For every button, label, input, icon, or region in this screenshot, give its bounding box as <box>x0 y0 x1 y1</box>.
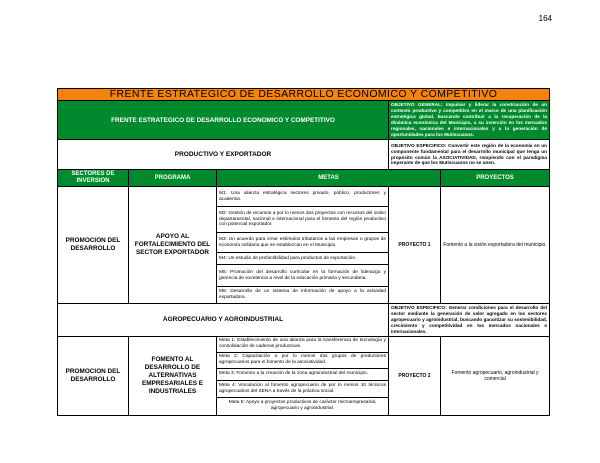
programa-2: FOMENTO AL DESARROLLO DE ALTERNATIVAS EMPRESARIALES E INDUSTRIALES <box>129 336 217 415</box>
meta-item: Meta 1: Establecimiento de una alianza para la transferencia de tecnología y consolidación de cadenas productivas. <box>217 336 389 352</box>
objetivo-especifico-1: OBJETIVO ESPECIFICO: Convertir este región de la economía en un componente fundamental para el desarrollo municipal que tenga un propósito común la ASOCIATIVIDAD, rompiendo con el paradigma imperante de que los Mutiscuanos no se unen. <box>389 140 550 170</box>
meta-item: Meta 5: Apoyo a proyectos productivos de carácter microempresarial, agropecuario y agroindustrial. <box>217 397 389 415</box>
meta-item: Meta 3: Fomento a la creación de la zona agroindustrial del municipio. <box>217 368 389 380</box>
sector-name-1: PROMOCION DEL DESARROLLO <box>58 187 129 304</box>
meta-item: Meta 4: Vinculación al fomento agropecuario de por lo menos 10 técnicos agropecuarios del SENA a través de la práctica social. <box>217 380 389 397</box>
meta-item: Meta 2: Capacitación a por lo menos dos grupos de productores agropecuarios para el fomento de la asociatividad. <box>217 352 389 368</box>
sector-name-2: PROMOCION DEL DESARROLLO <box>58 336 129 415</box>
header-proyectos: PROYECTOS <box>441 170 550 187</box>
meta-item: M6: Desarrollo de un sistema de información de apoyo a la actividad exportadora. <box>217 287 389 304</box>
proyecto-2-desc: Fomento agropecuario, agroindustrial y comercial <box>441 336 550 415</box>
meta-item: M1: Una alianza estratégica sectores privado, público, productores y academia. <box>217 187 389 207</box>
meta-item: M3: Un acuerdo para crear estímulos tributarios a las empresas o grupos de economía solidaria que se establezcan en el Municipio. <box>217 233 389 253</box>
header-metas: METAS <box>217 170 441 187</box>
header-sectores: SECTORES DE INVERSION <box>58 170 129 187</box>
proyecto-2: PROYECTO 2 <box>389 336 441 415</box>
sector-title-productivo: PRODUCTIVO Y EXPORTADOR <box>58 140 389 170</box>
header-programa: PROGRAMA <box>129 170 217 187</box>
meta-item: M5: Promoción del desarrollo curricular en la formación de liderazgo y gerencia de excelencia a nivel de la educación primaria y secundaria. <box>217 265 389 287</box>
page-number: 164 <box>538 14 552 23</box>
meta-item: M4: Un estudio de prefactibilidad para productos de exportación. <box>217 253 389 265</box>
sector-title-agropecuario: AGROPECUARIO Y AGROINDUSTRIAL <box>58 304 389 337</box>
frente-label: FRENTE ESTRATEGICO DE DESARROLLO ECONOMICO Y COMPETITIVO <box>58 101 389 140</box>
programa-1: APOYO AL FORTALECIMIENTO DEL SECTOR EXPORTADOR <box>129 187 217 304</box>
table-title: FRENTE ESTRATEGICO DE DESARROLLO ECONOMICO Y COMPETITIVO <box>58 89 550 101</box>
strategic-front-table <box>57 88 550 416</box>
proyecto-1-desc: Fomento a la visión exportadora del municipio. <box>441 187 550 304</box>
proyecto-1: PROYECTO 1 <box>389 187 441 304</box>
objetivo-general: OBJETIVO GENERAL: Impulsar y liderar la construcción de un contexto productivo y competitivo en el marco de una planificación estratégica global, buscando contribuir a la recuperación de la dinámica económica del Municipio, a su inserción en los mercados regionales, nacionales e internacionales y a la generación de oportunidades para los Mutiscuanos. <box>389 101 550 140</box>
meta-item: M2: Gestión de recursos a por lo menos dos proyectos con recursos del orden departamental, nacional e internacional para el fomento del región productivo con potencial exportador. <box>217 207 389 233</box>
objetivo-especifico-2: OBJETIVO ESPECIFICO: Generar condiciones para el desarrollo del sector mediante la generación de valor agregado en los sectores agropecuario y agroindustrial, buscando garantizar su sostenibilidad, crecimiento y competitividad en los mercados nacionales e internacionales. <box>389 304 550 337</box>
